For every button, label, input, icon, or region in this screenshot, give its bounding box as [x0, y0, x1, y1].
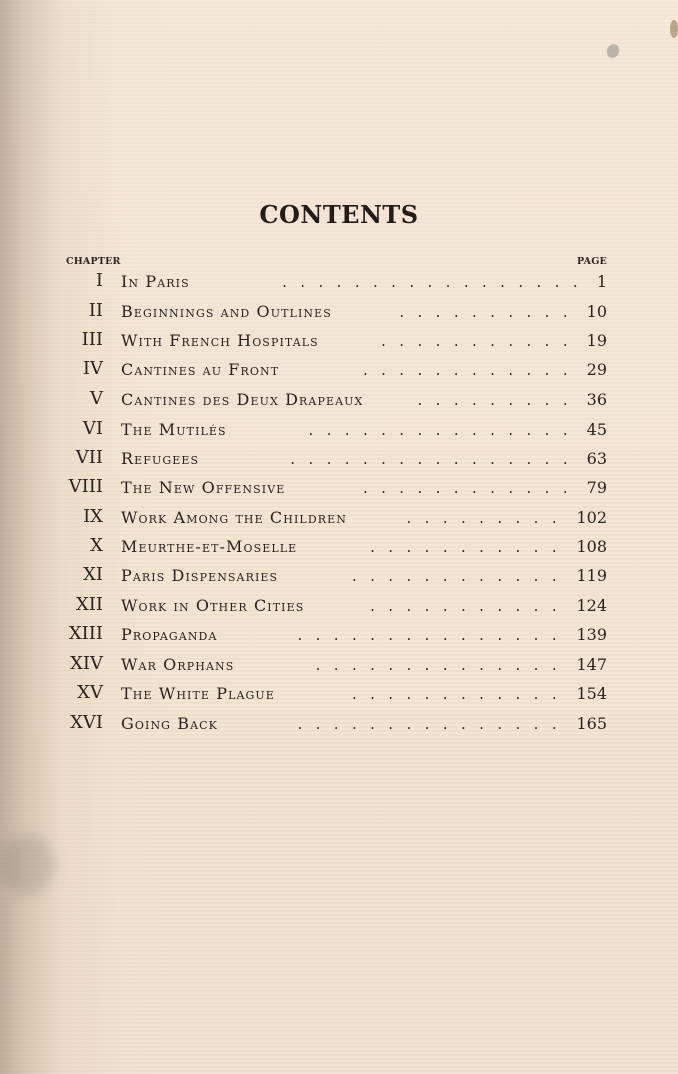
chapter-numeral: II [88, 300, 103, 321]
chapter-numeral: V [90, 388, 103, 409]
chapter-title: The New Offensive [121, 478, 286, 497]
chapter-numeral: IX [83, 506, 103, 527]
page-number: 124 [576, 596, 607, 615]
page-number: 139 [576, 625, 607, 644]
contents-title: CONTENTS [259, 200, 419, 229]
chapter-numeral: I [95, 270, 103, 291]
chapter-title: Cantines au Front [121, 360, 280, 379]
page-number: 36 [586, 390, 607, 409]
chapter-title: Work in Other Cities [121, 596, 305, 615]
chapter-column-header: CHAPTER [66, 256, 121, 267]
chapter-numeral: VI [82, 418, 103, 439]
toc-entry-4[interactable] [0, 358, 678, 387]
dot-leader: ........... [381, 332, 581, 350]
page-number: 147 [576, 655, 607, 674]
chapter-title: Beginnings and Outlines [121, 302, 332, 321]
ink-smudge [605, 42, 621, 59]
chapter-title: War Orphans [121, 655, 235, 674]
page-number: 1 [596, 272, 607, 291]
page-number: 45 [586, 420, 607, 439]
chapter-title: In Paris [121, 272, 190, 291]
page-number: 19 [586, 331, 607, 350]
chapter-numeral: VII [75, 447, 103, 468]
toc-entry-1[interactable] [0, 270, 678, 299]
page-number: 119 [576, 566, 607, 585]
chapter-numeral: XV [77, 682, 103, 703]
toc-entry-8[interactable] [0, 476, 678, 505]
dot-leader: ............ [362, 479, 581, 497]
toc-entry-7[interactable] [0, 447, 678, 476]
page-number: 165 [576, 714, 607, 733]
chapter-numeral: X [90, 535, 103, 556]
chapter-title: Propaganda [121, 625, 218, 644]
dot-leader: ............... [297, 715, 570, 733]
dot-leader: ......... [417, 391, 581, 409]
chapter-title: The White Plague [121, 684, 275, 703]
dot-leader: ......... [406, 509, 570, 527]
chapter-numeral: XI [83, 564, 103, 585]
dot-leader: .............. [315, 656, 570, 674]
toc-entry-13[interactable] [0, 623, 678, 652]
chapter-title: With French Hospitals [121, 331, 319, 350]
page-number: 154 [576, 684, 607, 703]
chapter-numeral: XIII [68, 623, 103, 644]
toc-entry-3[interactable] [0, 329, 678, 358]
chapter-title: Meurthe-et-Moselle [121, 537, 298, 556]
dot-leader: ................ [290, 450, 581, 468]
dot-leader: ............ [351, 567, 570, 585]
page-number: 10 [586, 302, 607, 321]
page-number: 29 [586, 360, 607, 379]
dot-leader: .......... [399, 303, 581, 321]
chapter-numeral: IV [82, 358, 103, 379]
dot-leader: ............ [362, 361, 581, 379]
toc-entry-10[interactable] [0, 535, 678, 564]
page-column-header: PAGE [577, 256, 607, 267]
toc-entry-12[interactable] [0, 594, 678, 623]
page-number: 108 [576, 537, 607, 556]
page-number: 63 [586, 449, 607, 468]
dot-leader: ............ [351, 685, 570, 703]
dot-leader: ........... [370, 597, 570, 615]
toc-entry-5[interactable] [0, 388, 678, 417]
toc-entry-15[interactable] [0, 682, 678, 711]
toc-entry-2[interactable] [0, 300, 678, 329]
page-number: 102 [576, 508, 607, 527]
chapter-numeral: VIII [68, 476, 103, 497]
chapter-numeral: XIV [70, 653, 103, 674]
chapter-title: Work Among the Children [121, 508, 347, 527]
chapter-title: Paris Dispensaries [121, 566, 279, 585]
paper-mark [670, 20, 678, 38]
chapter-title: Going Back [121, 714, 218, 733]
page-number: 79 [586, 478, 607, 497]
toc-entry-14[interactable] [0, 653, 678, 682]
paper-stain [0, 835, 55, 895]
dot-leader: ........... [370, 538, 570, 556]
toc-entry-16[interactable] [0, 712, 678, 741]
chapter-title: The Mutilés [121, 420, 227, 439]
chapter-numeral: III [81, 329, 103, 350]
chapter-title: Cantines des Deux Drapeaux [121, 390, 364, 409]
dot-leader: ............... [297, 626, 570, 644]
dot-leader: ................. [282, 273, 591, 291]
toc-entry-9[interactable] [0, 506, 678, 535]
toc-entry-6[interactable] [0, 418, 678, 447]
toc-entry-11[interactable] [0, 564, 678, 593]
chapter-numeral: XVI [70, 712, 103, 733]
chapter-numeral: XII [75, 594, 103, 615]
dot-leader: ............... [308, 421, 581, 439]
chapter-title: Refugees [121, 449, 200, 468]
